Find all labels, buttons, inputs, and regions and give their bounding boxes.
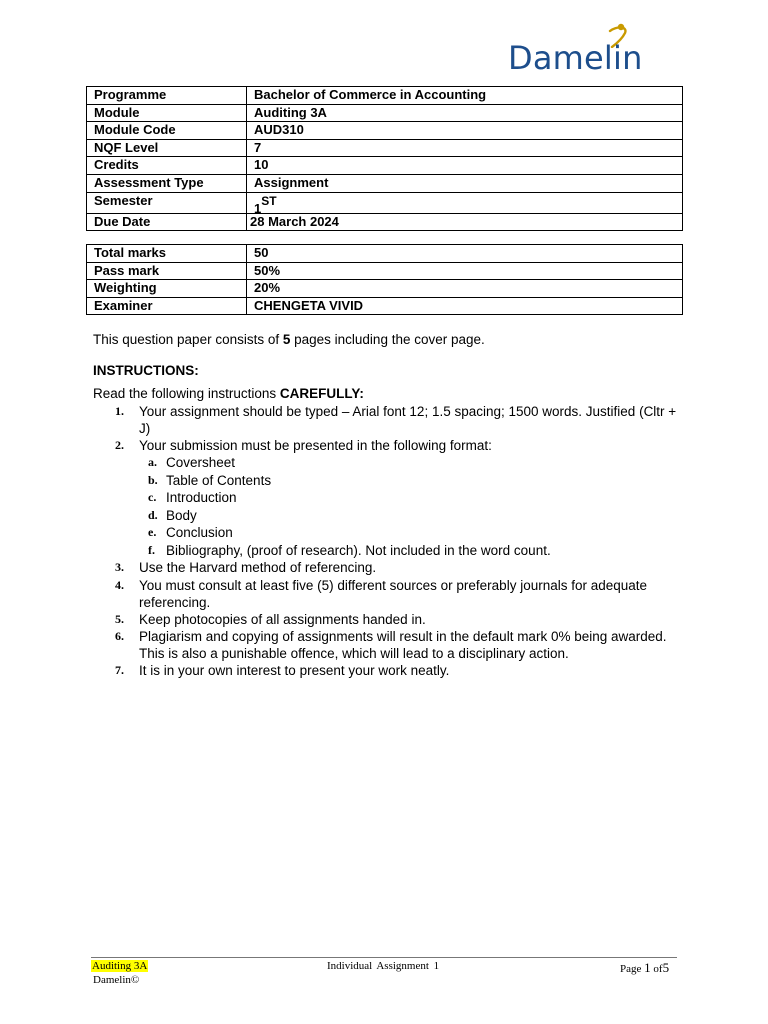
row-label: Semester	[87, 192, 247, 213]
footer-assignment-title: Individual Assignment 1	[327, 960, 440, 972]
table-row	[87, 192, 683, 213]
list-item	[115, 559, 679, 576]
page-count-note	[93, 331, 485, 348]
module-info-table	[86, 86, 683, 231]
sublist-item	[148, 472, 679, 489]
row-label: Programme	[87, 87, 247, 105]
sub-number: e.	[148, 525, 157, 540]
instructions-list	[115, 403, 679, 680]
read-text: Read the following instructions	[93, 386, 280, 401]
item-number: 4.	[115, 577, 124, 592]
sub-number: d.	[148, 507, 158, 522]
damelin-logo	[508, 22, 668, 82]
page-count: 5	[282, 332, 291, 347]
sub-text: Introduction	[166, 490, 237, 506]
read-carefully-line	[93, 385, 364, 402]
intro-text: This question paper consists of	[93, 332, 283, 347]
row-label: Total marks	[87, 245, 247, 263]
sub-number: f.	[148, 542, 155, 557]
page-of: of	[653, 963, 663, 975]
sublist-item	[148, 542, 679, 559]
row-value: Assignment	[247, 174, 683, 192]
page-current: 1	[644, 960, 651, 975]
list-item	[115, 403, 679, 437]
row-label: Pass mark	[87, 262, 247, 280]
sub-number: a.	[148, 455, 157, 470]
sub-text: Conclusion	[166, 525, 233, 541]
page-total: 5	[662, 960, 670, 975]
item-number: 3.	[115, 560, 124, 575]
row-label: Credits	[87, 157, 247, 175]
row-value: 28 March 2024	[247, 213, 683, 231]
table-row	[87, 104, 683, 122]
row-value: 20%	[247, 280, 683, 298]
row-label: Due Date	[87, 213, 247, 231]
sublist-item	[148, 489, 679, 506]
item-text: Use the Harvard method of referencing.	[139, 560, 377, 576]
row-value: AUD310	[247, 122, 683, 140]
item-number: 5.	[115, 611, 124, 626]
row-value	[247, 192, 683, 216]
row-label: Module Code	[87, 122, 247, 140]
sub-text: Coversheet	[166, 455, 236, 471]
table-row	[87, 174, 683, 192]
footer-page-number	[620, 960, 669, 976]
sub-text: Table of Contents	[166, 472, 272, 488]
sub-text: Body	[166, 507, 197, 523]
row-label: Assessment Type	[87, 174, 247, 192]
row-value: 50%	[247, 262, 683, 280]
item-number: 6.	[115, 629, 124, 644]
logo-text: Damelin	[508, 39, 643, 77]
row-label: Weighting	[87, 280, 247, 298]
list-item	[115, 437, 679, 559]
instructions-heading: INSTRUCTIONS:	[93, 363, 199, 378]
row-value: 50	[247, 245, 683, 263]
list-item	[115, 628, 679, 662]
row-value: 10	[247, 157, 683, 175]
semester-suffix: ST	[261, 193, 277, 208]
item-number: 2.	[115, 438, 124, 453]
list-item	[115, 662, 679, 679]
item-text: It is in your own interest to present your work neatly.	[139, 663, 450, 679]
table-row	[87, 87, 683, 105]
item-text: Keep photocopies of all assignments handed in.	[139, 611, 426, 627]
table-row	[87, 245, 683, 263]
row-value: Bachelor of Commerce in Accounting	[247, 87, 683, 105]
table-row	[87, 213, 683, 231]
list-item	[115, 577, 679, 611]
row-value: 7	[247, 139, 683, 157]
item-text: Your submission must be presented in the following format:	[139, 438, 492, 454]
footer-copyright: Damelin©	[93, 974, 140, 986]
item-text: Plagiarism and copying of assignments will result in the default mark 0% being awarded. This is also a punishable offence, which will lead to a disciplinary action.	[139, 629, 667, 662]
sublist-item	[148, 524, 679, 541]
row-value: Auditing 3A	[247, 104, 683, 122]
table-row	[87, 157, 683, 175]
row-value: CHENGETA VIVID	[247, 297, 683, 315]
row-label: Module	[87, 104, 247, 122]
format-sublist	[139, 454, 679, 559]
footer-module-name: Auditing 3A	[92, 960, 148, 972]
sublist-item	[148, 454, 679, 471]
table-row	[87, 280, 683, 298]
intro-text-end: pages including the cover page.	[290, 332, 485, 347]
table-row	[87, 262, 683, 280]
sub-number: c.	[148, 490, 157, 505]
list-item	[115, 611, 679, 628]
table-row	[87, 139, 683, 157]
table-row	[87, 297, 683, 315]
sub-number: b.	[148, 472, 158, 487]
row-label: NQF Level	[87, 139, 247, 157]
page-label: Page	[620, 963, 642, 975]
sublist-item	[148, 507, 679, 524]
semester-number: 1	[254, 200, 262, 216]
item-number: 7.	[115, 663, 124, 678]
item-text: You must consult at least five (5) different sources or preferably journals for adequate referencing.	[139, 577, 648, 610]
carefully-emphasis: CAREFULLY:	[279, 386, 364, 401]
marks-table	[86, 244, 683, 315]
row-label: Examiner	[87, 297, 247, 315]
sub-text: Bibliography, (proof of research). Not included in the word count.	[166, 542, 551, 558]
table-row	[87, 122, 683, 140]
item-number: 1.	[115, 404, 124, 418]
footer-divider	[91, 957, 677, 958]
item-text: Your assignment should be typed – Arial font 12; 1.5 spacing; 1500 words. Justified (Cltr + J)	[139, 404, 677, 436]
